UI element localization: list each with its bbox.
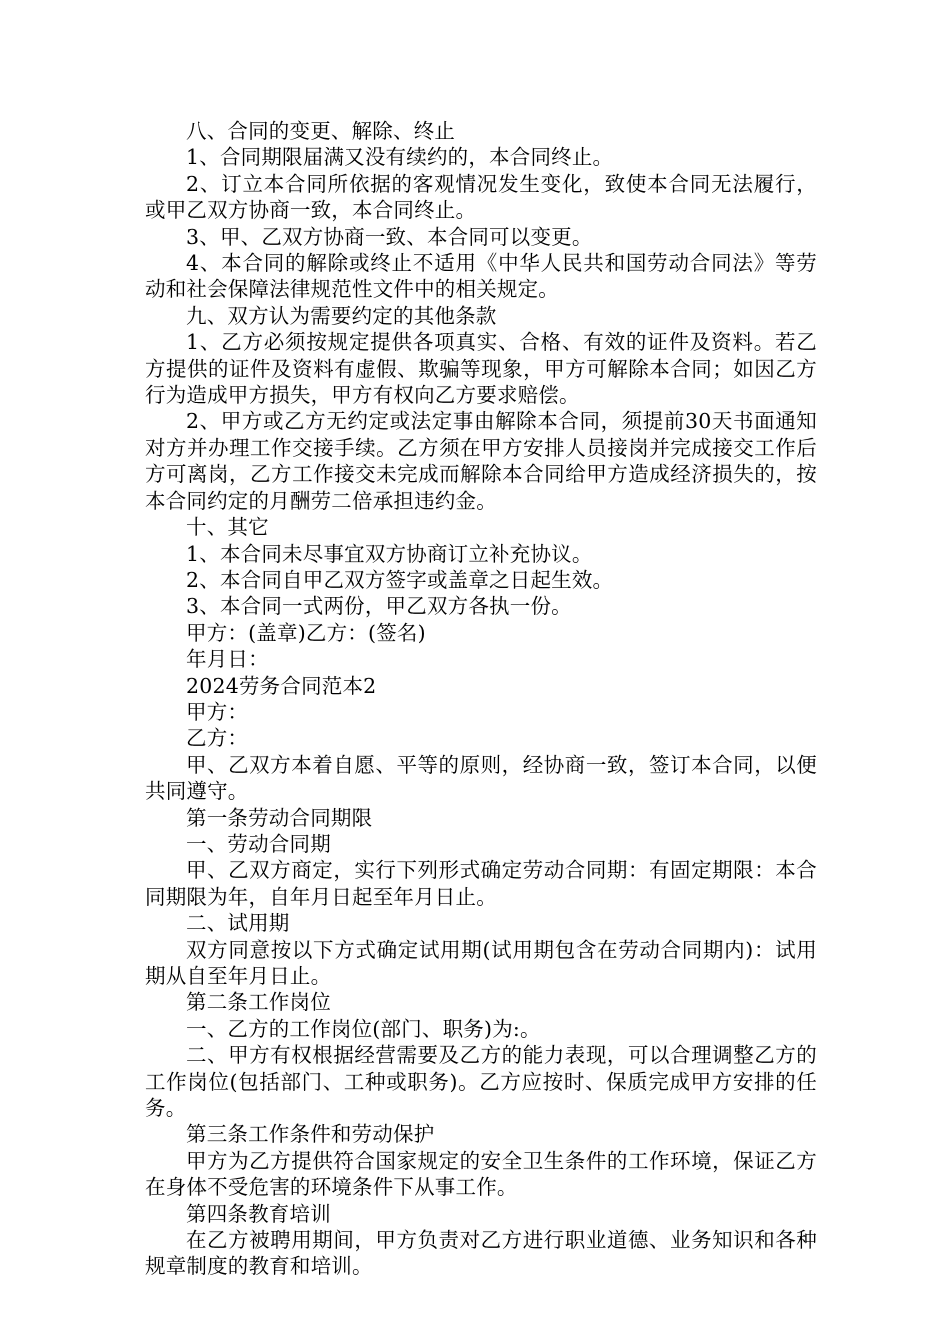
paragraph: 1、合同期限届满又没有续约的，本合同终止。 [186,145,614,170]
section-heading: 八、合同的变更、解除、终止 [186,119,456,143]
paragraph: 甲、乙双方商定，实行下列形式确定劳动合同期：有固定期限：本合同期限为年，自年月日起至年月日止。 [145,858,817,909]
paragraph: 3、本合同一式两份，甲乙双方各执一份。 [186,594,572,619]
party-a-line: 甲方： [186,699,249,724]
paragraph: 甲、乙双方本着自愿、平等的原则，经协商一致，签订本合同，以便共同遵守。 [145,752,817,804]
paragraph: 一、乙方的工作岗位(部门、职务)为:。 [186,1016,541,1041]
article-heading: 第三条工作条件和劳动保护 [186,1122,435,1147]
subsection-heading: 一、劳动合同期 [186,831,331,856]
subsection-heading: 二、试用期 [186,911,290,936]
paragraph: 甲方为乙方提供符合国家规定的安全卫生条件的工作环境，保证乙方在身体不受危害的环境条件下从事工作。 [145,1148,817,1200]
document-title: 2024劳务合同范本2 [186,673,377,698]
section-heading: 十、其它 [186,515,269,540]
paragraph: 2、本合同自甲乙双方签字或盖章之日起生效。 [186,567,614,592]
document-page [145,118,817,1280]
party-b-line: 乙方： [186,726,249,751]
paragraph: 双方同意按以下方式确定试用期(试用期包含在劳动合同期内)：试用期从自至年月日止。 [145,937,817,988]
paragraph: 在乙方被聘用期间，甲方负责对乙方进行职业道德、业务知识和各种规章制度的教育和培训。 [145,1228,817,1279]
paragraph: 二、甲方有权根据经营需要及乙方的能力表现，可以合理调整乙方的工作岗位(包括部门、工种或职务)。乙方应按时、保质完成甲方安排的任务。 [145,1043,817,1121]
article-heading: 第四条教育培训 [186,1201,331,1226]
paragraph: 1、本合同未尽事宜双方协商订立补充协议。 [186,541,593,566]
paragraph: 3、甲、乙双方协商一致、本合同可以变更。 [186,224,593,249]
paragraph: 2、订立本合同所依据的客观情况发生变化，致使本合同无法履行，或甲乙双方协商一致，本合同终止。 [145,171,817,223]
article-heading: 第二条工作岗位 [186,990,331,1015]
section-heading: 九、双方认为需要约定的其他条款 [186,303,497,328]
paragraph: 1、乙方必须按规定提供各项真实、合格、有效的证件及资料。若乙方提供的证件及资料有虚假、欺骗等现象，甲方可解除本合同；如因乙方行为造成甲方损失，甲方有权向乙方要求赔偿。 [145,330,817,408]
article-heading: 第一条劳动合同期限 [186,805,373,830]
paragraph: 2、甲方或乙方无约定或法定事由解除本合同，须提前30天书面通知对方并办理工作交接手续。乙方须在甲方安排人员接岗并完成接交工作后方可离岗，乙方工作接交未完成而解除本合同给甲方造成经济损失的，按本合同约定的月酬劳二倍承担违约金。 [145,409,817,513]
paragraph: 4、本合同的解除或终止不适用《中华人民共和国劳动合同法》等劳动和社会保障法律规范性文件中的相关规定。 [145,251,817,302]
signature-line: 甲方：(盖章)乙方：(签名) [186,620,426,645]
date-line: 年月日： [186,647,269,672]
